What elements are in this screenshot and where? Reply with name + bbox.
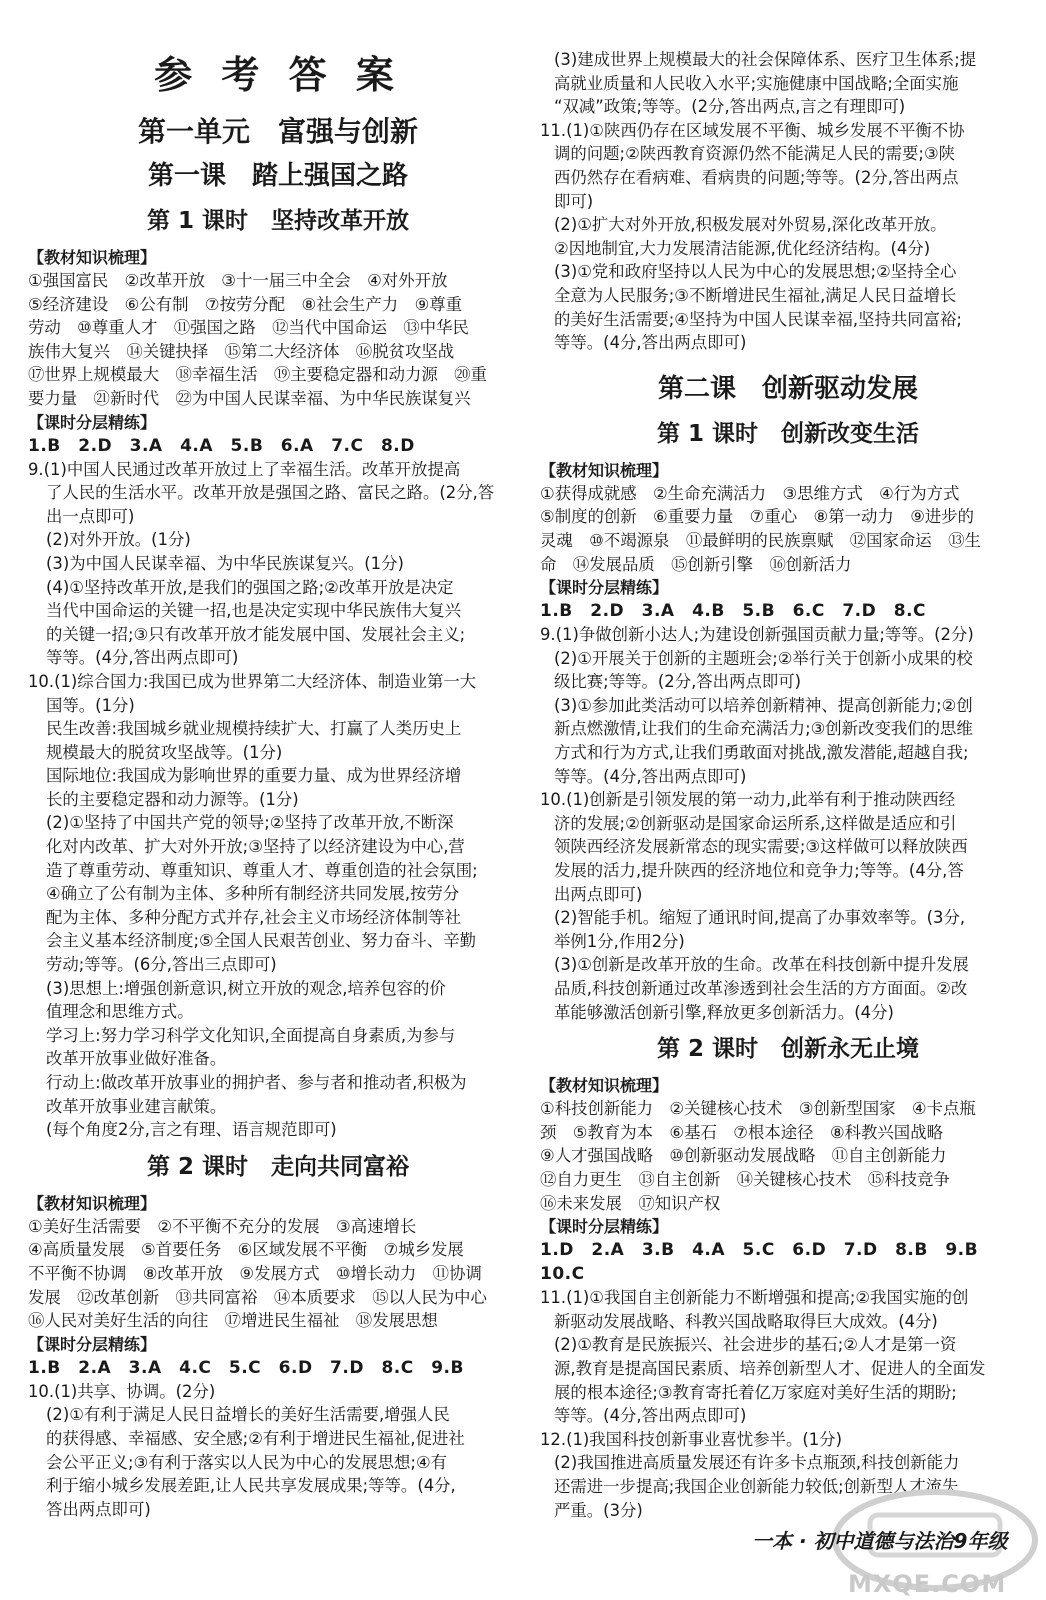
text-line: 10.(1)综合国力:我国已成为世界第二大经济体、制造业第一大 [28,671,477,691]
text-line: 品质,科技创新通过改革渗透到社会生活的方方面面。②改 [554,979,968,998]
continued-answers [540,48,1036,355]
l2c1-knowledge-list [540,482,1036,576]
text-line: 还需进一步提高;我国企业创新能力较低;创新型人才流失 [554,1476,959,1496]
text-line: ⑯人民对美好生活的向往 ⑰增进民生福祉 ⑱发展思想 [28,1311,438,1331]
text-line: 举例1分,作用2分) [554,931,685,951]
text-line: 发展 ⑫改革创新 ⑬共同富裕 ⑭本质要求 ⑮以人民为中心 [28,1287,487,1307]
section-tag-knowledge: 【教材知识梳理】 [28,248,157,267]
text-line: 西仍然存在看病难、看病贵的问题;等等。(2分,答出两点 [554,167,959,187]
text-line: 化对内改革、扩大对外开放;③坚持了以经济建设为中心,营 [46,837,465,857]
lesson-1-class-1-title: 第 1 课时 坚持改革开放 [146,208,410,234]
text-line: 学习上:努力学习科学文化知识,全面提高自身素质,为参与 [46,1025,456,1045]
section-tag-practice: 【课时分层精练】 [28,1334,157,1354]
lesson-1-title: 第一课 踏上强国之路 [147,161,408,191]
text-line: ①强国富民 ②改革开放 ③十一届三中全会 ④对外开放 [28,271,448,290]
text-line: 的获得感、幸福感、安全感;②有利于增进民生福祉,促进社 [46,1428,465,1448]
choice-answers: 1.B 2.A 3.A 4.C 5.C 6.D 7.D 8.C 9.B [28,1357,464,1378]
choice-answers: 1.D 2.A 3.B 4.A 5.C 6.D 7.D 8.B 9.B 10.C [540,1240,996,1285]
text-line: 族伟大复兴 ⑭关键抉择 ⑮第二大经济体 ⑯脱贫攻坚战 [28,341,455,361]
text-line: ⑯未来发展 ⑰知识产权 [540,1193,721,1213]
unit-title: 第一单元 富强与创新 [137,115,418,148]
text-line: 领陕西经济发展新常态的现实需要;③这样做可以释放陕西 [554,837,968,857]
l2c2-knowledge-list [540,1097,1036,1215]
text-line: 革能够激活创新引擎,释放更多创新活力。(4分) [554,1002,894,1022]
text-line: 新驱动发展战略、科教兴国战略取得巨大成效。(4分) [554,1311,938,1331]
text-line: (2)①有利于满足人民日益增长的美好生活需要,增强人民 [46,1405,450,1425]
text-line: 发展的活力,提升陕西的经济地位和竞争力;等等。(4分,答 [554,861,964,881]
text-line: 国际地位:我国成为影响世界的重要力量、成为世界经济增 [46,766,462,786]
lesson-2-class-2-title: 第 2 课时 创新永无止境 [656,1036,920,1063]
l1c1-knowledge-list [28,269,528,411]
text-line: 11.(1)①陕西仍存在区域发展不平衡、城乡发展不平衡不协 [540,120,965,140]
text-line: (2)①开展关于创新的主题班会;②举行关于创新小成果的校 [554,648,973,668]
text-line: ④高质量发展 ⑤首要任务 ⑥区域发展不平衡 ⑦城乡发展 [28,1240,464,1260]
text-line: 即可) [554,191,594,211]
choice-answers: 1.B 2.D 3.A 4.A 5.B 6.A 7.C 8.D [28,435,415,456]
text-line: 出两点即可) [554,884,643,904]
text-line: 答出两点即可) [46,1499,151,1519]
text-line: 了人民的生活水平。改革开放是强国之路、富民之路。(2分,答 [46,483,495,503]
lesson-2-title: 第二课 创新驱动发展 [657,373,918,404]
l1c1-question-answers [28,458,528,1142]
text-line: 行动上:做改革开放事业的拥护者、参与者和推动者,积极为 [46,1073,467,1092]
text-line: (4)①坚持改革开放,是我们的强国之路;②改革开放是决定 [46,577,454,597]
text-line: 等等。(4分,答出两点即可) [46,648,239,668]
section-tag-practice: 【课时分层精练】 [28,412,157,432]
text-line: 值理念和思维方式。 [46,1002,194,1022]
text-line: (2)①教育是民族振兴、社会进步的基石;②人才是第一资 [554,1335,957,1355]
text-line: (每个角度2分,言之有理、语言规范即可) [46,1120,337,1140]
text-line: 9.(1)争做创新小达人;为建设创新强国贡献力量;等等。(2分) [540,625,974,645]
text-line: ①美好生活需要 ②不平衡不充分的发展 ③高速增长 [28,1216,417,1236]
text-line: ⑰世界上规模最大 ⑱幸福生活 ⑲主要稳定器和动力源 ⑳重 [28,365,487,385]
text-line: (2)①坚持了中国共产党的领导;②坚持了改革开放,不断深 [46,813,454,833]
text-line: 全意为人民服务;③不断增进民生福祉,满足人民日益增长 [554,285,957,305]
text-line: 11.(1)①我国自主创新能力不断增强和提高;②我国实施的创 [540,1288,969,1308]
text-line: 的美好生活需要;④坚持为中国人民谋幸福,坚持共同富裕; [554,309,962,329]
text-line: 会主义基本经济制度;⑤全国人民艰苦创业、努力奋斗、辛勤 [46,931,476,951]
text-line: ⑤经济建设 ⑥公有制 ⑦按劳分配 ⑧社会生产力 ⑨尊重 [28,294,463,314]
text-line: 高就业质量和人民收入水平;实施健康中国战略;全面实施 [554,73,959,93]
text-line: ④确立了公有制为主体、多种所有制经济共同发展,按劳分 [46,884,460,904]
text-line: 命 ⑭发展品质 ⑮创新引擎 ⑯创新活力 [540,554,852,574]
watermark-text: MXQE.COM [848,1570,1007,1598]
text-line: 改革开放事业做好准备。 [46,1049,227,1069]
text-line: (2)①扩大对外开放,积极发展对外贸易,深化改革开放。 [554,215,947,235]
text-line: ①获得成就感 ②生命充满活力 ③思维方式 ④行为方式 [540,483,960,503]
text-line: 长的主要稳定器和动力源等。(1分) [46,789,299,809]
page-title: 参 考 答 案 [154,53,402,97]
text-line: (3)思想上:增强创新意识,树立开放的观念,培养包容的价 [46,978,446,998]
text-line: ①科技创新能力 ②关键核心技术 ③创新型国家 ④卡点瓶 [540,1099,976,1119]
section-tag-knowledge: 【教材知识梳理】 [540,1076,669,1096]
text-line: ⑨人才强国战略 ⑩创新驱动发展战略 ⑪自主创新能力 [540,1146,947,1166]
choice-answers: 1.B 2.D 3.A 4.B 5.B 6.C 7.D 8.C [540,601,926,622]
text-line: (2)我国推进高质量发展还有许多卡点瓶颈,科技创新能力 [554,1453,960,1473]
text-line: 改革开放事业建言献策。 [46,1096,227,1116]
text-line: 调的问题;②陕西教育资源仍然不能满足人民的需要;③陕 [554,144,956,164]
text-line: 10.(1)创新是引领发展的第一动力,此举有利于推动陕西经 [540,790,956,810]
text-line: 配为主体、多种分配方式并存,社会主义市场经济体制等社 [46,907,461,927]
text-line: 劳动 ⑩尊重人才 ⑪强国之路 ⑫当代中国命运 ⑬中华民 [28,318,469,338]
text-line: 严重。(3分) [554,1500,643,1520]
text-line: 灵魂 ⑩不竭源泉 ⑪最鲜明的民族禀赋 ⑫国家命运 ⑬生 [540,530,981,550]
text-line: 展的根本途径;③教育寄托着亿万家庭对美好生活的期盼; [554,1382,957,1402]
text-line: 等等。(4分,答出两点即可) [554,333,747,353]
text-line: 级比赛;等等。(2分,答出两点即可) [554,672,802,692]
text-line: 9.(1)中国人民通过改革开放过上了幸福生活。改革开放提高 [28,459,461,479]
text-line: 不平衡不协调 ⑧改革开放 ⑨发展方式 ⑩增长动力 ⑪协调 [28,1263,482,1283]
text-line: (3)建成世界上规模最大的社会保障体系、医疗卫生体系;提 [554,50,977,69]
text-line: 12.(1)我国科技创新事业喜忧参半。(1分) [540,1429,842,1449]
text-line: 会公平正义;③有利于落实以人民为中心的发展思想;④有 [46,1452,448,1472]
section-tag-practice: 【课时分层精练】 [540,1217,669,1237]
text-line: 方式和行为方式,让我们勇敢面对挑战,激发潜能,超越自我; [554,743,969,763]
text-line: ②因地制宜,大力发展清洁能源,优化经济结构。(4分) [554,238,931,258]
text-line: (3)①党和政府坚持以人民为中心的发展思想;②坚持全心 [554,262,957,282]
text-line: ⑫自力更生 ⑬自主创新 ⑭关键核心技术 ⑮科技竞争 [540,1169,950,1189]
text-line: 劳动;等等。(6分,答出三点即可) [46,955,277,975]
left-column [28,0,528,1521]
text-line: 等等。(4分,答出两点即可) [554,766,747,786]
right-column [540,48,1036,1522]
text-line: (2)智能手机。缩短了通讯时间,提高了办事效率等。(3分, [554,908,966,928]
text-line: 出一点即可) [46,506,135,526]
text-line: 10.(1)共享、协调。(2分) [28,1381,216,1401]
section-tag-practice: 【课时分层精练】 [540,578,669,598]
text-line: 的关键一招;③只有改革开放才能发展中国、发展社会主义; [46,624,466,644]
text-line: ⑤制度的创新 ⑥重要力量 ⑦重心 ⑧第一动力 ⑨进步的 [540,507,975,527]
text-line: 利于缩小城乡发展差距,让人民共享发展成果;等等。(4分, [46,1476,456,1496]
text-line: 等等。(4分,答出两点即可) [554,1406,747,1426]
text-line: 新点燃激情,让我们的生命充满活力;③创新改变我们的思维 [554,719,973,739]
text-line: 国等。(1分) [46,695,135,715]
text-line: (3)为中国人民谋幸福、为中华民族谋复兴。(1分) [46,553,404,573]
l2c1-question-answers [540,623,1036,1024]
text-line: 济的发展;②创新驱动是国家命运所系,这样做是适应和引 [554,813,957,833]
l1c2-question-answers [28,1380,528,1522]
text-line: 民生改善:我国城乡就业规模持续扩大、打赢了人类历史上 [46,719,462,739]
text-line: 源,教育是提高国民素质、培养创新型人才、促进人的全面发 [554,1358,986,1378]
text-line: (3)①参加此类活动可以培养创新精神、提高创新能力;②创 [554,695,973,715]
text-line: 当代中国命运的关键一招,也是决定实现中华民族伟大复兴 [46,601,461,621]
text-line: 造了尊重劳动、尊重知识、尊重人才、尊重创造的社会氛围; [46,860,478,880]
lesson-2-class-1-title: 第 1 课时 创新改变生活 [656,420,920,447]
section-tag-knowledge: 【教材知识梳理】 [540,460,669,480]
text-line: (3)①创新是改革开放的生命。改革在科技创新中提升发展 [554,955,969,975]
text-line: (2)对外开放。(1分) [46,530,191,550]
text-line: 要力量 ㉑新时代 ㉒为中国人民谋幸福、为中华民族谋复兴 [28,388,471,408]
lesson-1-class-2-title: 第 2 课时 走向共同富裕 [146,1153,410,1180]
section-tag-knowledge: 【教材知识梳理】 [28,1193,157,1213]
text-line: 颈 ⑤教育为本 ⑥基石 ⑦根本途径 ⑧科教兴国战略 [540,1122,943,1142]
l1c2-knowledge-list [28,1215,528,1333]
page-footer: 一本 · 初中道德与法治9年级 [752,1529,1008,1553]
text-line: 规模最大的脱贫攻坚战等。(1分) [46,742,283,762]
text-line: “双减”政策;等等。(2分,答出两点,言之有理即可) [554,97,906,117]
